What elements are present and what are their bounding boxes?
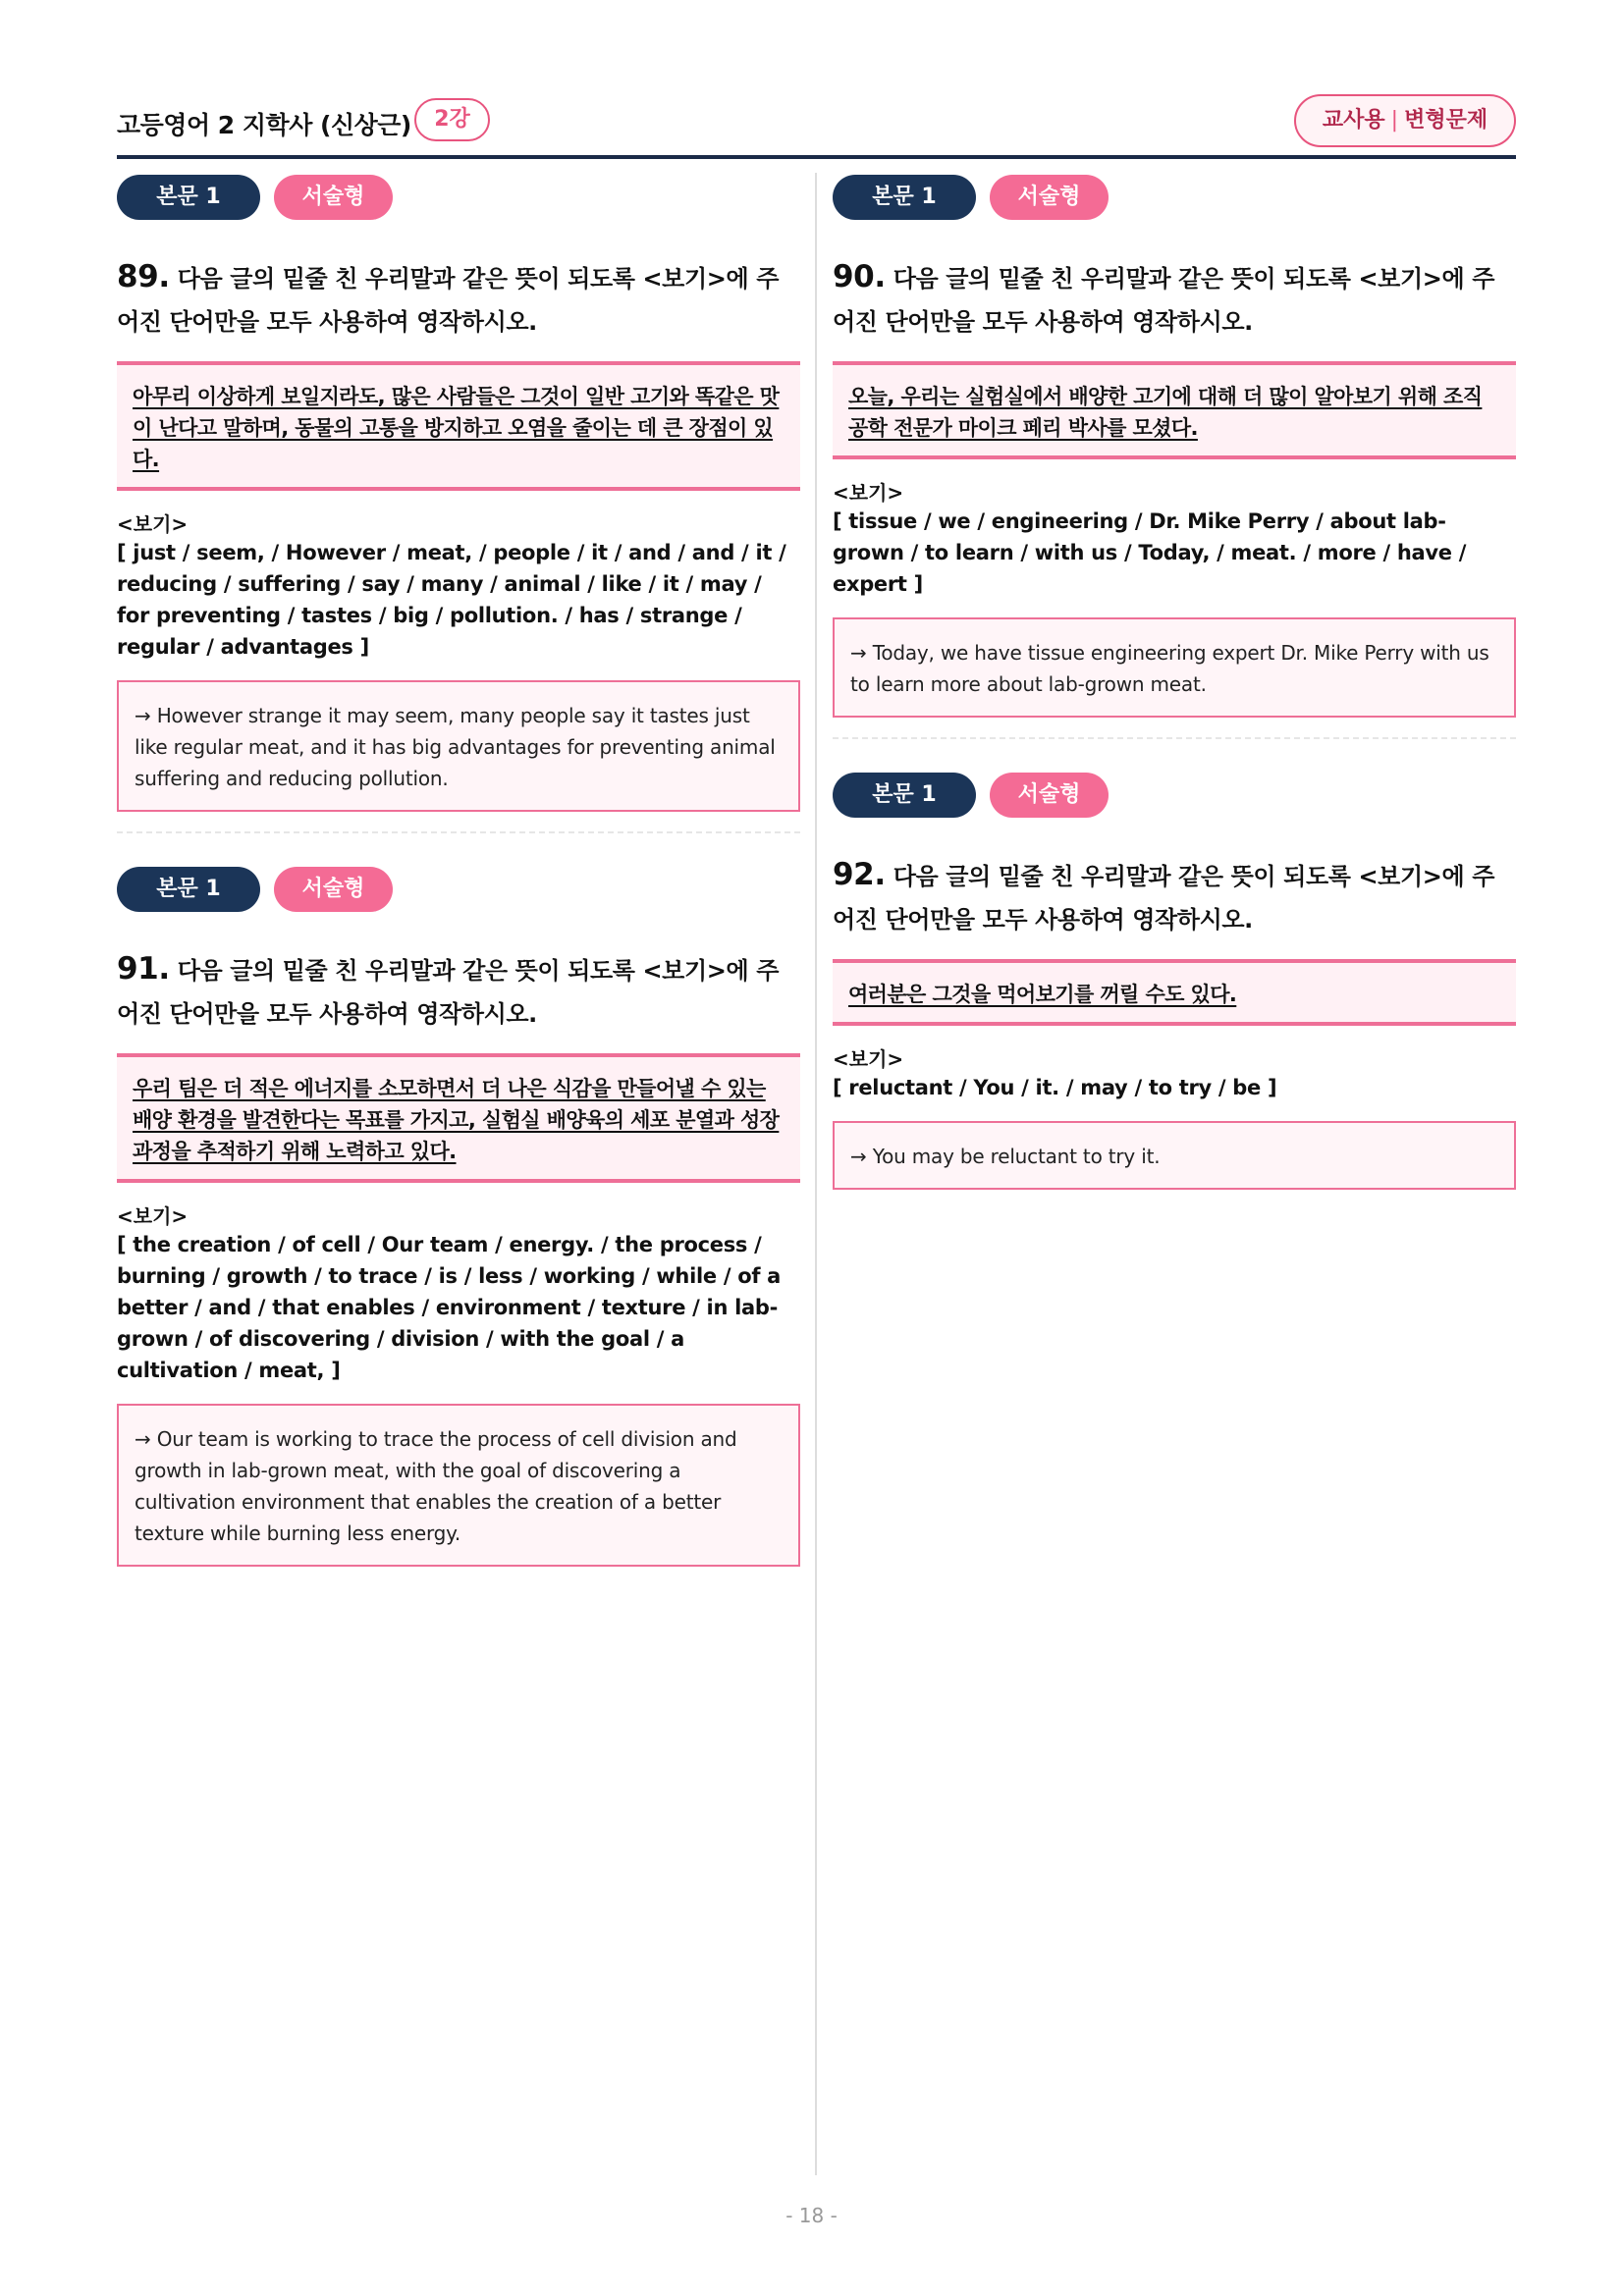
question-instruction: 다음 글의 밑줄 친 우리말과 같은 뜻이 되도록 <보기>에 주어진 단어만을 모두 사용하여 영작하시오.: [833, 265, 1494, 336]
korean-sentence-box: [117, 1053, 800, 1183]
question-91: [117, 867, 800, 1567]
question-prompt: [117, 947, 800, 1036]
type-tag: 서술형: [990, 175, 1109, 220]
question-instruction: 다음 글의 밑줄 친 우리말과 같은 뜻이 되도록 <보기>에 주어진 단어만을 모두 사용하여 영작하시오.: [117, 265, 779, 336]
question-instruction: 다음 글의 밑줄 친 우리말과 같은 뜻이 되도록 <보기>에 주어진 단어만을 모두 사용하여 영작하시오.: [117, 957, 779, 1028]
korean-sentence-box: [833, 959, 1516, 1026]
question-tags: [117, 175, 800, 222]
answer-box: → Our team is working to trace the process of cell division and growth in lab-grown meat, with the goal of discovering a cultivation environment that enables the creation of a better texture while burning less energy.: [117, 1404, 800, 1567]
edition-separator: |: [1390, 108, 1399, 133]
page-header: [117, 94, 1516, 157]
korean-sentence: 여러분은 그것을 먹어보기를 꺼릴 수도 있다.: [848, 983, 1237, 1006]
question-prompt: [833, 255, 1516, 344]
bogi-label: <보기>: [833, 481, 904, 505]
question-90: [833, 175, 1516, 718]
question-89: [117, 175, 800, 812]
question-number: 91.: [117, 951, 170, 987]
passage-tag: 본문 1: [833, 175, 976, 220]
passage-tag: 본문 1: [117, 867, 260, 912]
answer-box: → You may be reluctant to try it.: [833, 1121, 1516, 1190]
type-tag: 서술형: [990, 773, 1109, 818]
type-tag: 서술형: [274, 867, 393, 912]
bogi-label: <보기>: [117, 1204, 189, 1228]
question-92: [833, 773, 1516, 1190]
bogi-label: <보기>: [117, 512, 189, 536]
question-prompt: [117, 255, 800, 344]
bogi-label: <보기>: [833, 1047, 904, 1071]
bogi-words: [ the creation / of cell / Our team / energy. / the process / burning / growth / to trace / is / less / working / while / of a better / and / that enables / environment / texture / in lab-grown / of discovering / division / with the goal / a cultivation / meat, ]: [117, 1233, 782, 1382]
question-tags: [833, 175, 1516, 222]
question-instruction: 다음 글의 밑줄 친 우리말과 같은 뜻이 되도록 <보기>에 주어진 단어만을 모두 사용하여 영작하시오.: [833, 863, 1494, 934]
left-column: [117, 175, 800, 1567]
passage-tag: 본문 1: [117, 175, 260, 220]
question-tags: [117, 867, 800, 914]
question-prompt: [833, 853, 1516, 941]
bogi-words: [ reluctant / You / it. / may / to try / be ]: [833, 1076, 1277, 1099]
korean-sentence-box: [833, 361, 1516, 459]
korean-sentence: 아무리 이상하게 보일지라도, 많은 사람들은 그것이 일반 고기와 똑같은 맛이 난다고 말하며, 동물의 고통을 방지하고 오염을 줄이는 데 큰 장점이 있다.: [133, 385, 780, 471]
korean-sentence: 오늘, 우리는 실험실에서 배양한 고기에 대해 더 많이 알아보기 위해 조직 공학 전문가 마이크 페리 박사를 모셨다.: [848, 385, 1483, 440]
bogi-words: [ just / seem, / However / meat, / people / it / and / and / it / reducing / suffering / say / many / animal / like / it / may / for preventing / tastes / big / pollution. / has / strange / regular / advantages ]: [117, 541, 786, 659]
right-column: [833, 175, 1516, 1190]
page-number: - 18 -: [785, 2204, 838, 2227]
question-divider: [833, 737, 1516, 739]
question-number: 90.: [833, 259, 886, 294]
type-tag: 서술형: [274, 175, 393, 220]
question-tags: [833, 773, 1516, 820]
bogi-words: [ tissue / we / engineering / Dr. Mike Perry / about lab-grown / to learn / with us / Today, / meat. / more / have / expert ]: [833, 509, 1467, 596]
passage-tag: 본문 1: [833, 773, 976, 818]
edition-badge: [1294, 94, 1516, 147]
edition-label: 교사용: [1322, 108, 1385, 133]
answer-box: → However strange it may seem, many people say it tastes just like regular meat, and it has big advantages for preventing animal suffering and reducing pollution.: [117, 680, 800, 812]
edition-type: 변형문제: [1404, 108, 1488, 133]
column-divider: [815, 173, 817, 2175]
header-rule: [117, 155, 1516, 159]
page-title: 고등영어 2 지학사 (신상근): [117, 111, 411, 139]
answer-box: → Today, we have tissue engineering expert Dr. Mike Perry with us to learn more about lab-grown meat.: [833, 617, 1516, 718]
korean-sentence: 우리 팀은 더 적은 에너지를 소모하면서 더 나은 식감을 만들어낼 수 있는 배양 환경을 발견한다는 목표를 가지고, 실험실 배양육의 세포 분열과 성장 과정을 추적하기 위해 노력하고 있다.: [133, 1077, 780, 1163]
question-number: 89.: [117, 259, 170, 294]
lesson-badge: 2강: [414, 98, 490, 141]
question-number: 92.: [833, 857, 886, 892]
question-divider: [117, 831, 800, 833]
korean-sentence-box: [117, 361, 800, 491]
